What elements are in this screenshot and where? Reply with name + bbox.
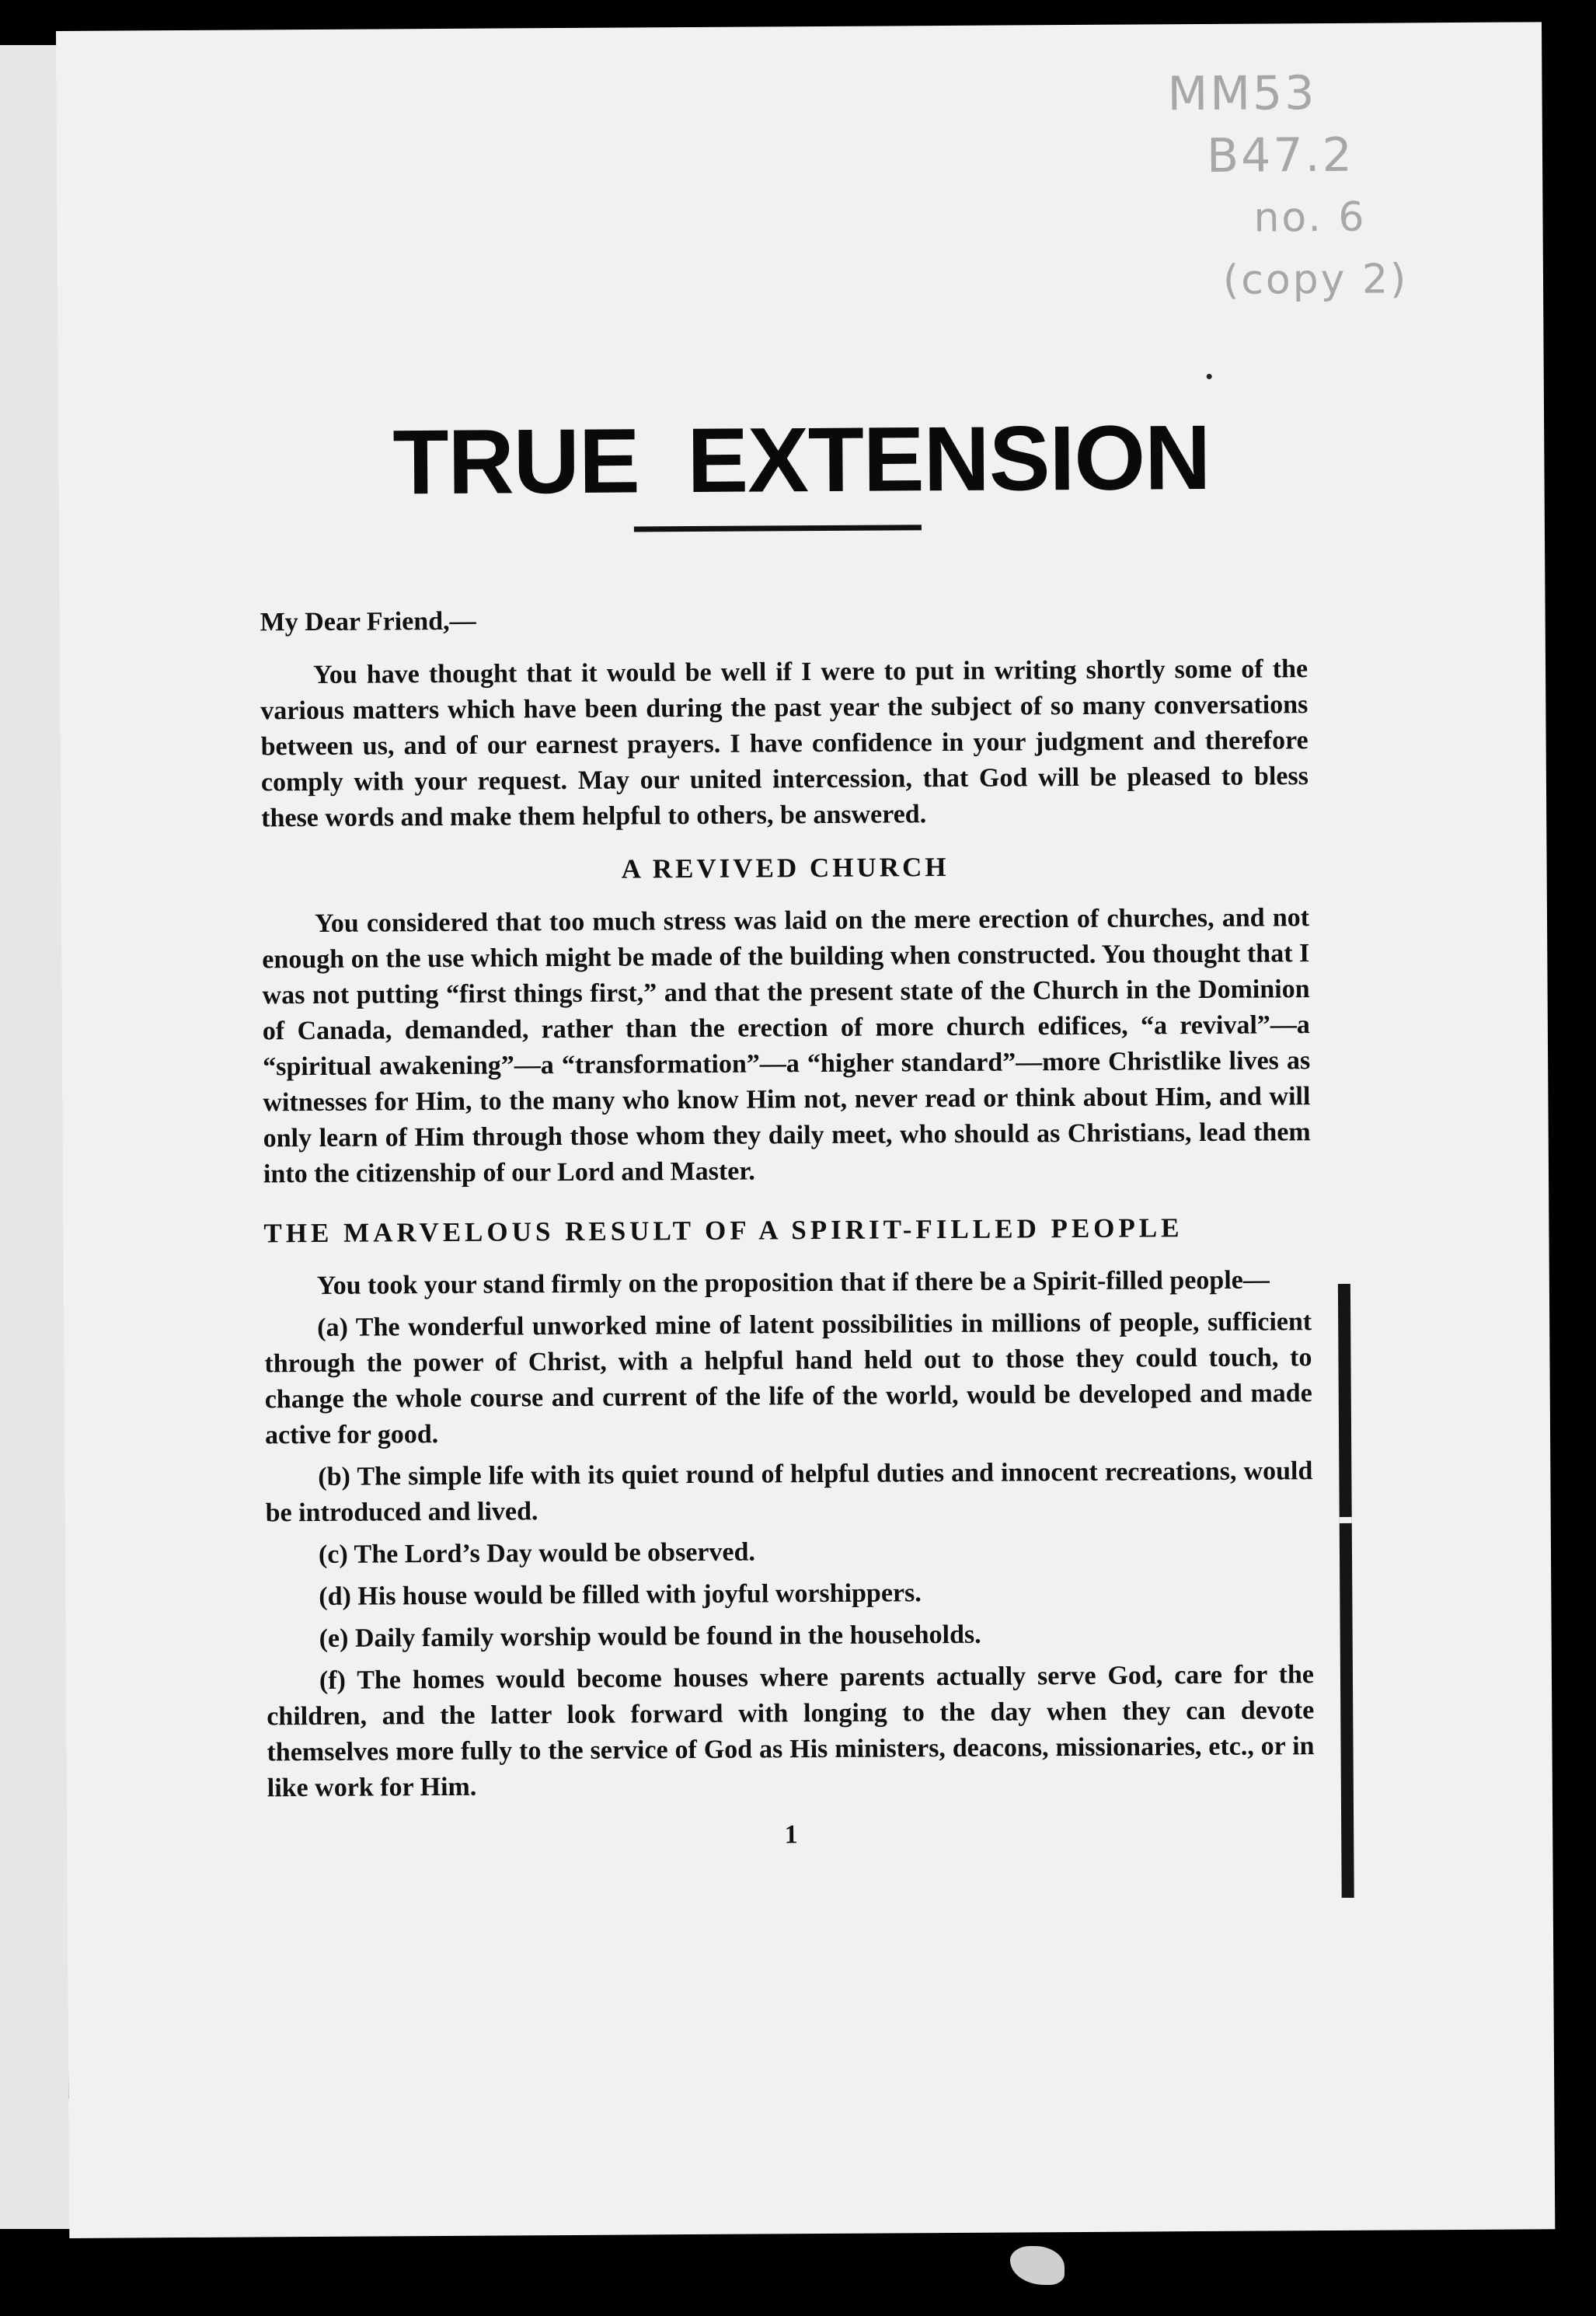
- salutation: My Dear Friend,—: [260, 606, 476, 637]
- page-title: TRUE EXTENSION: [392, 406, 1211, 514]
- page-number: 1: [784, 1820, 798, 1850]
- ink-speck: [1207, 374, 1212, 379]
- catalog-line-1: MM53: [1167, 66, 1317, 122]
- paper-tear-fragment: [1010, 2246, 1065, 2285]
- list-item: (a) The wonderful unworked mine of latent possibilities in millions of people, sufficient through the power of Christ, with a helpful hand held out to those they could touch, to change the whole course and current of the life of the world, would be developed and made active for good.: [264, 1307, 1312, 1450]
- list-item: (d) His house would be filled with joyful worshippers.: [319, 1578, 922, 1611]
- list-item: (f) The homes would become houses where parents actually serve God, care for the children, and the latter look forward with longing to the day when they can devote themselves more fully to the service of God as His ministers, deacons, missionaries, etc., or in like work for Him.: [267, 1660, 1315, 1803]
- list-item: (b) The simple life with its quiet round of helpful duties and innocent recreations, would be introduced and lived.: [265, 1456, 1313, 1528]
- title-underline: [634, 525, 922, 532]
- catalog-line-4: (copy 2): [1222, 256, 1409, 304]
- section-heading-revived-church: A REVIVED CHURCH: [621, 851, 950, 884]
- intro-paragraph: You have thought that it would be well if I were to put in writing shortly some of the various matters which have been during the past year the subject of so many conversations between us, and of our earnest prayers. I have confidence in your judgment and therefore comply with your request. May our united intercession, that God will be pleased to bless these words and make them helpful to others, be answered.: [260, 654, 1309, 833]
- letter-body: [260, 598, 1315, 1856]
- section-heading-spirit-filled: THE MARVELOUS RESULT OF A SPIRIT-FILLED PEOPLE: [263, 1212, 1183, 1249]
- revived-church-paragraph: You considered that too much stress was laid on the mere erection of churches, and not enough on the use which might be made of the building when constructed. You thought that I was not putting “first things first,” and that the present state of the Church in the Dominion of Canada, demanded, rather than the erection of more church edifices, “a revival”—a “spiritual awakening”—a “transformation”—a “higher standard”—more Christlike lives as witnesses for Him, to the many who know Him not, never read or think about Him, and will only learn of Him through those whom they daily meet, who should as Christians, lead them into the citizenship of our Lord and Master.: [262, 903, 1311, 1189]
- handwritten-catalog-note: [1167, 61, 1495, 312]
- margin-mark-gap: [1340, 1517, 1352, 1523]
- margin-mark-bar: [1338, 1284, 1354, 1898]
- list-item: (c) The Lord’s Day would be observed.: [318, 1537, 756, 1569]
- catalog-line-2: B47.2: [1206, 127, 1354, 183]
- catalog-line-3: no. 6: [1253, 194, 1367, 242]
- document-page: [56, 22, 1555, 2238]
- spirit-filled-lead: You took your stand firmly on the proposition that if there be a Spirit-filled people—: [316, 1265, 1270, 1300]
- list-item: (e) Daily family worship would be found in the households.: [319, 1620, 981, 1653]
